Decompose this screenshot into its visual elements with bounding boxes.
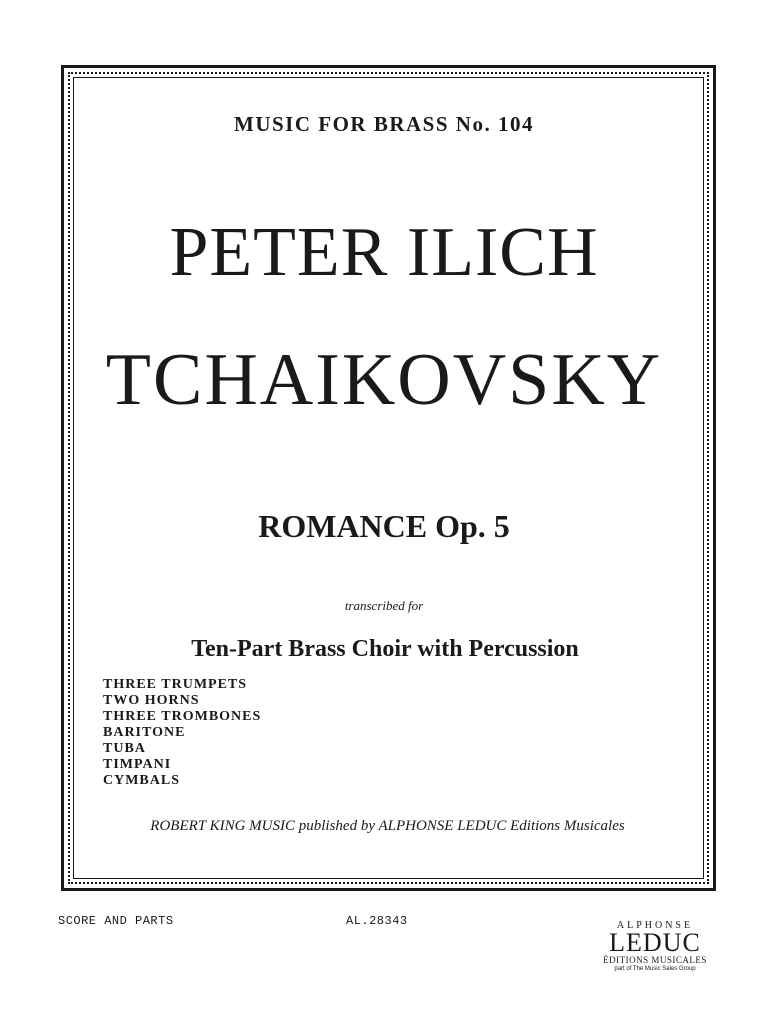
- transcribed-for-label: transcribed for: [344, 598, 424, 613]
- publisher-logo: [592, 920, 718, 973]
- logo-sub-text: ÉDITIONS MUSICALES: [603, 955, 707, 965]
- work-title: ROMANCE Op. 5: [258, 508, 510, 544]
- instrument-item: TWO HORNS: [103, 693, 200, 708]
- instrument-item: BARITONE: [103, 725, 186, 740]
- instrument-item: THREE TRUMPETS: [103, 677, 248, 692]
- ensemble-title: Ten-Part Brass Choir with Percussion: [191, 636, 579, 662]
- instrument-item: CYMBALS: [103, 773, 181, 788]
- catalog-number: AL.28343: [346, 914, 408, 928]
- composer-last-name: TCHAIKOVSKY: [105, 339, 663, 421]
- instrument-list: [103, 677, 261, 789]
- instrument-item: THREE TROMBONES: [103, 709, 262, 724]
- edition-label: SCORE AND PARTS: [58, 914, 174, 928]
- instrument-item: TIMPANI: [103, 757, 172, 772]
- composer-first-name: PETER ILICH: [169, 214, 599, 291]
- instrument-item: TUBA: [103, 741, 146, 756]
- logo-main-text: LEDUC: [609, 928, 701, 957]
- logo-group-text: part of The Music Sales Group: [614, 966, 696, 972]
- series-title: MUSIC FOR BRASS No. 104: [234, 112, 534, 136]
- logo-top-text: ALPHONSE: [616, 920, 694, 931]
- publisher-line: ROBERT KING MUSIC published by ALPHONSE LEDUC Editions Musicales: [150, 818, 625, 834]
